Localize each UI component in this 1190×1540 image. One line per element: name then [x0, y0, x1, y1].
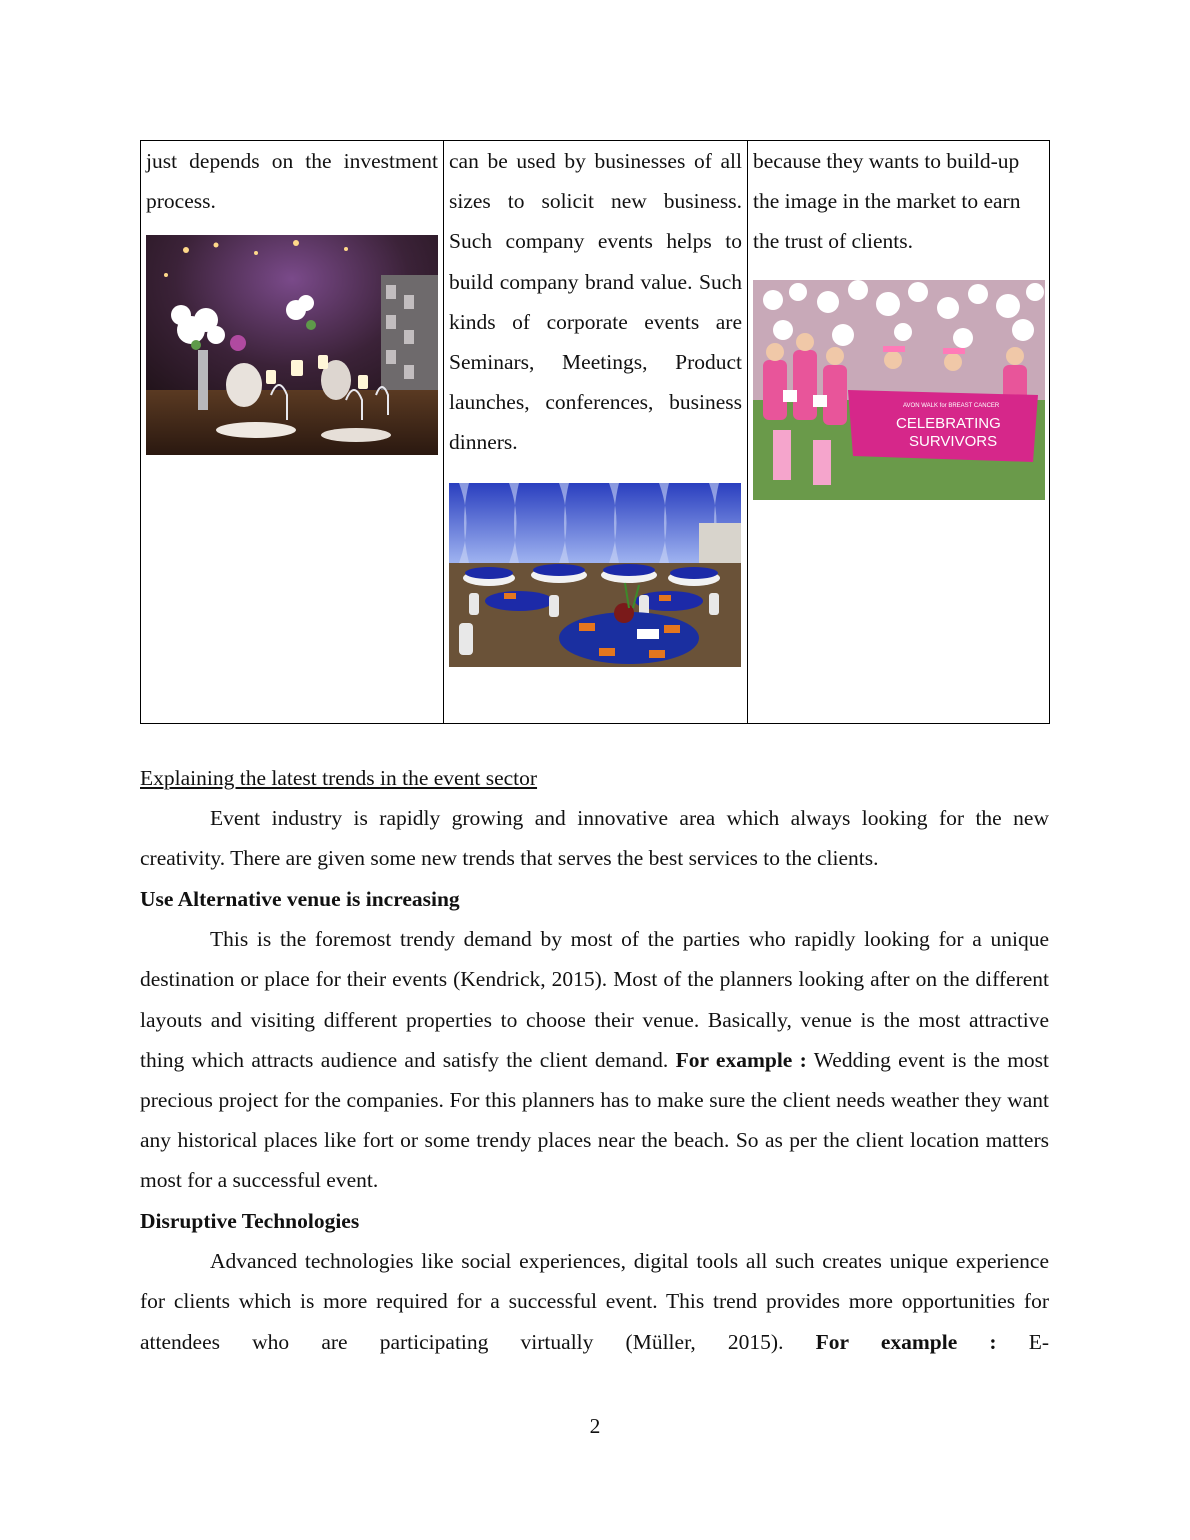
trend-1	[140, 879, 1049, 1201]
intro-paragraph	[140, 798, 1049, 878]
charity-walk-image	[753, 280, 1045, 500]
trend-1-text-a: This is the foremost trendy demand by most of the parties who rapidly looking for a unique destination or place for their events (Kendrick, 2015). Most of the planners looking after on the different layouts and visiting different properties to choose their venue. Basically, venue is the most attractive thing which attracts audience and satisfy the client demand.	[140, 927, 1049, 1072]
trend-2-text-a: Advanced technologies like social experiences, digital tools all such creates unique experience for clients which is more required for a successful event. This trend provides more opportunities for attendees who are participating virtually (Müller, 2015).	[140, 1249, 1049, 1354]
page-number: 2	[589, 1414, 601, 1438]
section-heading-text: Explaining the latest trends in the event sector	[140, 766, 538, 790]
table-cell-2	[444, 141, 748, 723]
cell-1-text: just depends on the investment process.	[146, 149, 438, 214]
section-heading	[140, 758, 1049, 798]
trend-1-title: Use Alternative venue is increasing	[140, 887, 460, 911]
dinner-table-image	[146, 235, 438, 455]
event-types-table	[140, 140, 1050, 724]
trend-2-example-label: For example :	[815, 1329, 997, 1354]
trend-2-title: Disruptive Technologies	[140, 1209, 360, 1233]
trend-2-text-b: E-	[1028, 1329, 1050, 1354]
trend-1-text-b: Wedding event is the most precious project for the companies. For this planners has to make sure the client needs weather they want any historical places like fort or some trendy places near the beach. So as per the client location matters most for a successful event.	[140, 1047, 1050, 1193]
banner-line-2: CELEBRATING	[896, 414, 1001, 432]
trend-1-example-label: For example :	[675, 1047, 807, 1072]
trend-1-paragraph	[140, 919, 1049, 1200]
banner-line-1: AVON WALK for BREAST CANCER	[903, 402, 1000, 409]
banner-line-3: SURVIVORS	[909, 432, 998, 450]
trend-2-paragraph	[140, 1241, 1049, 1362]
intro-text: Event industry is rapidly growing and innovative area which always looking for the new creativity. There are given some new trends that serves the best services to the clients.	[140, 806, 1049, 871]
cell-2-text: can be used by businesses of all sizes to solicit new business. Such company events helps to build company brand value. Such kinds of corporate events are Seminars, Meetings, Product launches, conferences, business dinners.	[449, 149, 742, 455]
banquet-hall-image	[449, 483, 741, 667]
table-cell-3	[748, 141, 1049, 723]
table-cell-1	[141, 141, 444, 723]
cell-3-text: because they wants to build-up the image in the market to earn the trust of clients.	[753, 149, 1021, 254]
trend-2	[140, 1201, 1049, 1362]
